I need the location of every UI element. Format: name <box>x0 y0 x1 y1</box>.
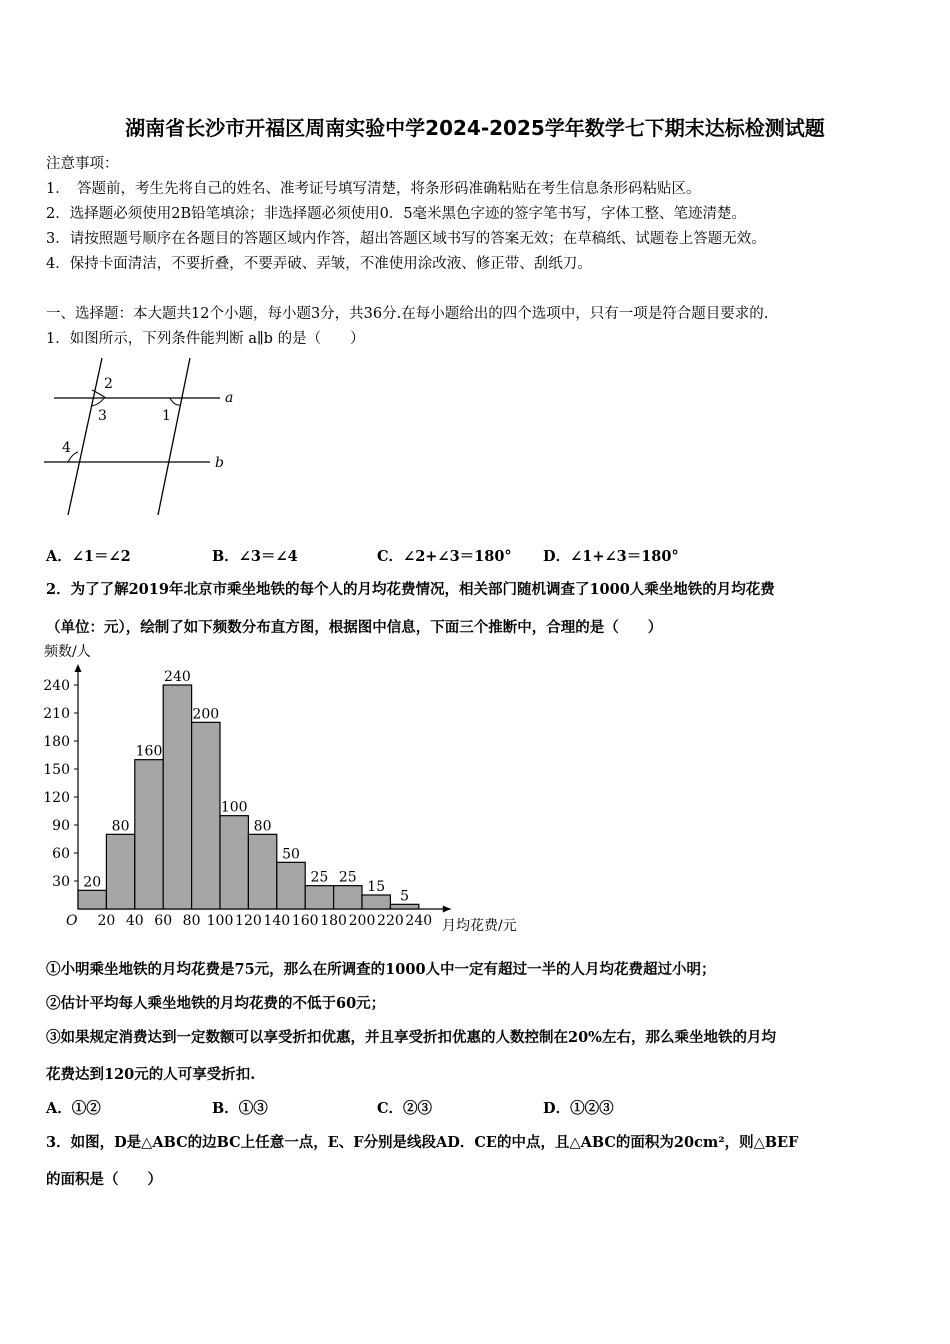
notes-heading: 注意事项： <box>46 156 119 172</box>
bar-value-label: 25 <box>338 869 357 886</box>
angle1-arc <box>170 398 181 405</box>
q2-stem-line1: 2．为了了解2019年北京市乘坐地铁的每个人的月均花费情况，相关部门随机调查了1000人乘坐地铁的月均花费 <box>46 581 775 598</box>
q2-option-d[interactable]: D．①②③ <box>543 1100 614 1117</box>
histogram-bar <box>163 685 191 909</box>
angle3-arc <box>92 398 104 406</box>
x-tick-label: 80 <box>182 913 201 929</box>
q2-statement-1: ①小明乘坐地铁的月均花费是75元，那么在所调查的1000人中一定有超过一半的人月均花费超过小明； <box>46 961 716 978</box>
x-tick-label: 120 <box>235 913 262 929</box>
note-item-4: 4．保持卡面清洁，不要折叠，不要弄破、弄皱，不准使用涂改液、修正带、刮纸刀。 <box>46 256 592 272</box>
section-heading: 一、选择题：本大题共12个小题，每小题3分，共36分.在每小题给出的四个选项中，只有一项是符合题目要求的. <box>46 306 769 322</box>
x-axis-arrow <box>443 906 451 913</box>
y-axis-arrow <box>75 664 82 672</box>
label-angle1: 1 <box>162 408 171 424</box>
bar-value-label: 100 <box>220 799 248 816</box>
histogram-bar <box>305 886 333 909</box>
x-tick-label: 200 <box>348 913 376 929</box>
y-tick-label: 180 <box>43 734 70 751</box>
q2-statement-3: ③如果规定消费达到一定数额可以享受折扣优惠，并且享受折扣优惠的人数控制在20%左右，那么乘坐地铁的月均 <box>46 1029 776 1046</box>
label-a: a <box>225 390 234 406</box>
histogram-bar <box>220 816 248 909</box>
bar-value-label: 240 <box>164 669 191 686</box>
x-tick-label: 20 <box>97 913 116 929</box>
histogram-bar <box>248 834 276 909</box>
q1-option-c[interactable]: C．∠2+∠3＝180° <box>377 548 512 565</box>
y-tick-label: 60 <box>52 846 70 863</box>
label-angle3: 3 <box>98 408 107 424</box>
bar-value-label: 5 <box>400 888 410 905</box>
x-tick-label: 220 <box>377 913 404 929</box>
bar-value-label: 50 <box>282 846 300 863</box>
y-tick-label: 240 <box>43 678 70 695</box>
q1-option-a[interactable]: A．∠1＝∠2 <box>46 548 131 565</box>
bar-value-label: 200 <box>192 706 220 723</box>
q1-option-b[interactable]: B．∠3＝∠4 <box>212 548 298 565</box>
origin-label: O <box>66 913 78 929</box>
transversal-right <box>158 358 190 515</box>
histogram-bar <box>362 895 390 909</box>
x-tick-label: 160 <box>291 913 319 929</box>
x-axis-label: 月均花费/元 <box>442 918 517 934</box>
q2-stem-line2: （单位：元），绘制了如下频数分布直方图，根据图中信息，下面三个推断中，合理的是（ ） <box>46 619 663 636</box>
q2-option-a[interactable]: A．①② <box>46 1100 101 1117</box>
q1-stem: 1．如图所示，下列条件能判断 a∥b 的是（ ） <box>46 331 365 347</box>
x-tick-label: 240 <box>405 913 433 929</box>
x-tick-label: 60 <box>154 913 173 929</box>
q2-statement-2: ②估计平均每人乘坐地铁的月均花费的不低于60元； <box>46 995 386 1012</box>
q1-option-d[interactable]: D．∠1+∠3＝180° <box>543 548 679 565</box>
bar-value-label: 25 <box>310 869 329 886</box>
q2-statement-3-cont: 花费达到120元的人可享受折扣. <box>46 1066 256 1083</box>
histogram-bar <box>192 722 220 909</box>
y-tick-label: 30 <box>52 874 70 891</box>
q1-parallel-lines-figure <box>40 350 250 520</box>
q3-stem-line2: 的面积是（ ） <box>46 1171 162 1188</box>
histogram-bar <box>277 862 305 909</box>
transversal-left <box>68 358 102 515</box>
frequency-histogram <box>38 638 548 943</box>
label-angle2: 2 <box>104 376 113 392</box>
x-tick-label: 180 <box>320 913 347 929</box>
y-tick-label: 150 <box>43 762 70 779</box>
q2-option-c[interactable]: C．②③ <box>377 1100 433 1117</box>
x-tick-label: 100 <box>206 913 234 929</box>
histogram-bar <box>390 904 418 909</box>
y-axis-label: 频数/人 <box>44 644 91 660</box>
label-b: b <box>215 455 224 471</box>
q3-stem-line1: 3．如图，D是△ABC的边BC上任意一点，E、F分别是线段AD．CE的中点，且△ABC的面积为20cm²，则△BEF <box>46 1134 799 1151</box>
histogram-bar <box>106 834 134 909</box>
note-item-2: 2．选择题必须使用2B铅笔填涂；非选择题必须使用0．5毫米黑色字迹的签字笔书写，字体工整、笔迹清楚。 <box>46 206 747 222</box>
histogram-bar <box>78 890 106 909</box>
histogram-bar <box>334 886 362 909</box>
label-angle4: 4 <box>62 440 71 456</box>
q2-option-b[interactable]: B．①③ <box>212 1100 268 1117</box>
y-tick-label: 210 <box>43 706 70 723</box>
bar-value-label: 80 <box>111 818 130 835</box>
y-tick-label: 120 <box>43 790 70 807</box>
bar-value-label: 160 <box>135 743 163 760</box>
page-title: 湖南省长沙市开福区周南实验中学2024-2025学年数学七下期末达标检测试题 <box>125 116 825 140</box>
bar-value-label: 15 <box>367 879 386 896</box>
y-tick-label: 90 <box>52 818 70 835</box>
bar-value-label: 80 <box>253 818 272 835</box>
x-tick-label: 140 <box>263 913 291 929</box>
note-item-3: 3．请按照题号顺序在各题目的答题区域内作答，超出答题区域书写的答案无效；在草稿纸、试题卷上答题无效。 <box>46 231 766 247</box>
bar-value-label: 20 <box>83 874 102 891</box>
note-item-1: 1． 答题前，考生先将自己的姓名、准考证号填写清楚，将条形码准确粘贴在考生信息条形码粘贴区。 <box>46 181 701 197</box>
histogram-bar <box>135 760 163 909</box>
x-tick-label: 40 <box>125 913 144 929</box>
